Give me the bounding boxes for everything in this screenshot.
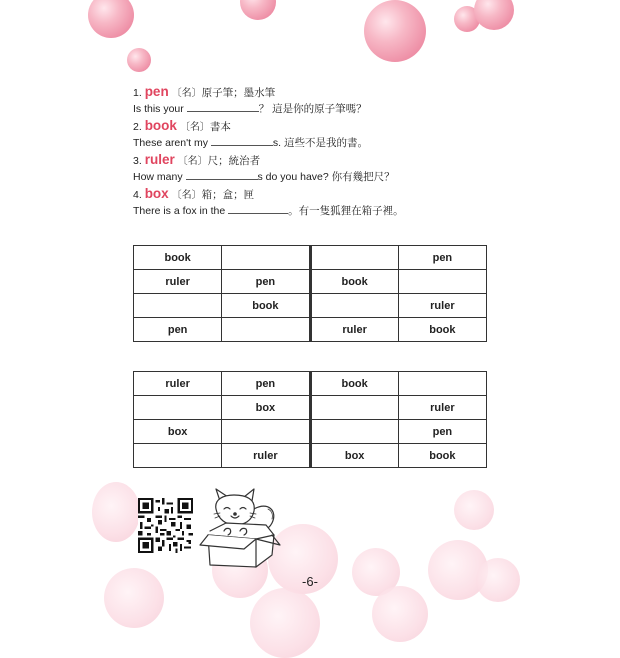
grid-cell	[310, 294, 398, 318]
sentence-text: s do you have? 你有幾把尺？	[257, 171, 395, 183]
bubble-decoration	[127, 48, 151, 72]
sentence-text: There is a fox in the	[133, 205, 229, 217]
vocab-part-of-speech: 〔名〕	[171, 88, 202, 99]
grid-cell: pen	[222, 270, 310, 294]
vocab-heading	[133, 186, 493, 203]
fill-blank[interactable]	[186, 169, 258, 180]
grid-cell: box	[310, 444, 398, 468]
grid-cell: pen	[398, 420, 486, 444]
sentence-text: 。有一隻狐狸在箱子裡。	[288, 205, 404, 217]
grid-cell: ruler	[134, 270, 222, 294]
vocab-number: 2.	[133, 121, 142, 133]
grid-cell: book	[134, 246, 222, 270]
vocab-meaning: 書本	[209, 121, 231, 133]
fox-in-box-icon	[198, 487, 282, 571]
bubble-decoration	[88, 0, 134, 38]
grid-cell: ruler	[222, 444, 310, 468]
sentence-text: Is this your	[133, 103, 187, 115]
table-row	[134, 294, 487, 318]
vocab-word: box	[144, 186, 169, 201]
page-number: -6-	[302, 574, 318, 589]
vocab-heading	[133, 152, 493, 169]
qr-code-icon[interactable]	[138, 498, 193, 553]
vocab-number: 4.	[133, 189, 142, 201]
sentence-text: ？ 這是你的原子筆嗎？	[258, 103, 367, 115]
vocab-part-of-speech: 〔名〕	[177, 156, 208, 167]
bubble-decoration	[92, 482, 140, 542]
grid-cell	[222, 318, 310, 342]
grid-cell	[134, 444, 222, 468]
grid-cell: book	[310, 270, 398, 294]
fill-blank[interactable]	[211, 135, 273, 146]
grid-cell: book	[310, 372, 398, 396]
grid-cell: pen	[134, 318, 222, 342]
bubble-decoration	[250, 588, 320, 658]
vocab-number: 1.	[133, 87, 142, 99]
grid-cell: pen	[398, 246, 486, 270]
grid-cell: book	[222, 294, 310, 318]
sentence-text: How many	[133, 171, 186, 183]
vocab-meaning: 尺；統治者	[207, 155, 261, 167]
vocab-part-of-speech: 〔名〕	[171, 190, 202, 201]
vocab-meaning: 原子筆；墨水筆	[201, 87, 276, 99]
vocab-number: 3.	[133, 155, 142, 167]
bubble-decoration	[454, 490, 494, 530]
table-row	[134, 270, 487, 294]
grid-cell	[310, 396, 398, 420]
bubble-decoration	[364, 0, 426, 62]
grid-cell	[222, 246, 310, 270]
table-row	[134, 318, 487, 342]
table-row	[134, 246, 487, 270]
grid-cell: ruler	[398, 294, 486, 318]
bubble-decoration	[240, 0, 276, 20]
vocab-heading	[133, 84, 493, 101]
grid-cell: ruler	[398, 396, 486, 420]
vocab-meaning: 箱；盒；匣	[201, 189, 255, 201]
fill-blank[interactable]	[187, 101, 259, 112]
grid-cell	[134, 294, 222, 318]
vocab-sentence	[133, 169, 493, 186]
grid-cell: box	[222, 396, 310, 420]
grid-cell: pen	[222, 372, 310, 396]
grid-cell: book	[398, 444, 486, 468]
vocab-heading	[133, 118, 493, 135]
grid-cell	[134, 396, 222, 420]
grid-cell: ruler	[310, 318, 398, 342]
vocab-sentence	[133, 135, 493, 152]
grid-cell	[310, 246, 398, 270]
vocab-part-of-speech: 〔名〕	[179, 122, 210, 133]
grid-cell: box	[134, 420, 222, 444]
table-row	[134, 420, 487, 444]
grid-cell: ruler	[134, 372, 222, 396]
vocab-sentence	[133, 101, 493, 118]
word-grid-2	[133, 371, 487, 468]
bubble-decoration	[474, 0, 514, 30]
grid-cell: book	[398, 318, 486, 342]
grid-cell	[398, 372, 486, 396]
vocab-sentence	[133, 203, 493, 220]
grid-cell	[222, 420, 310, 444]
sentence-text: These aren't my	[133, 137, 211, 149]
table-row	[134, 372, 487, 396]
table-row	[134, 396, 487, 420]
vocabulary-list	[133, 84, 493, 220]
vocab-word: ruler	[144, 152, 175, 167]
table-row	[134, 444, 487, 468]
vocab-word: book	[144, 118, 177, 133]
word-grid-1	[133, 245, 487, 342]
fill-blank[interactable]	[228, 203, 288, 214]
bubble-decoration	[372, 586, 428, 642]
grid-cell	[310, 420, 398, 444]
grid-cell	[398, 270, 486, 294]
vocab-word: pen	[144, 84, 169, 99]
sentence-text: s. 這些不是我的書。	[272, 137, 368, 149]
